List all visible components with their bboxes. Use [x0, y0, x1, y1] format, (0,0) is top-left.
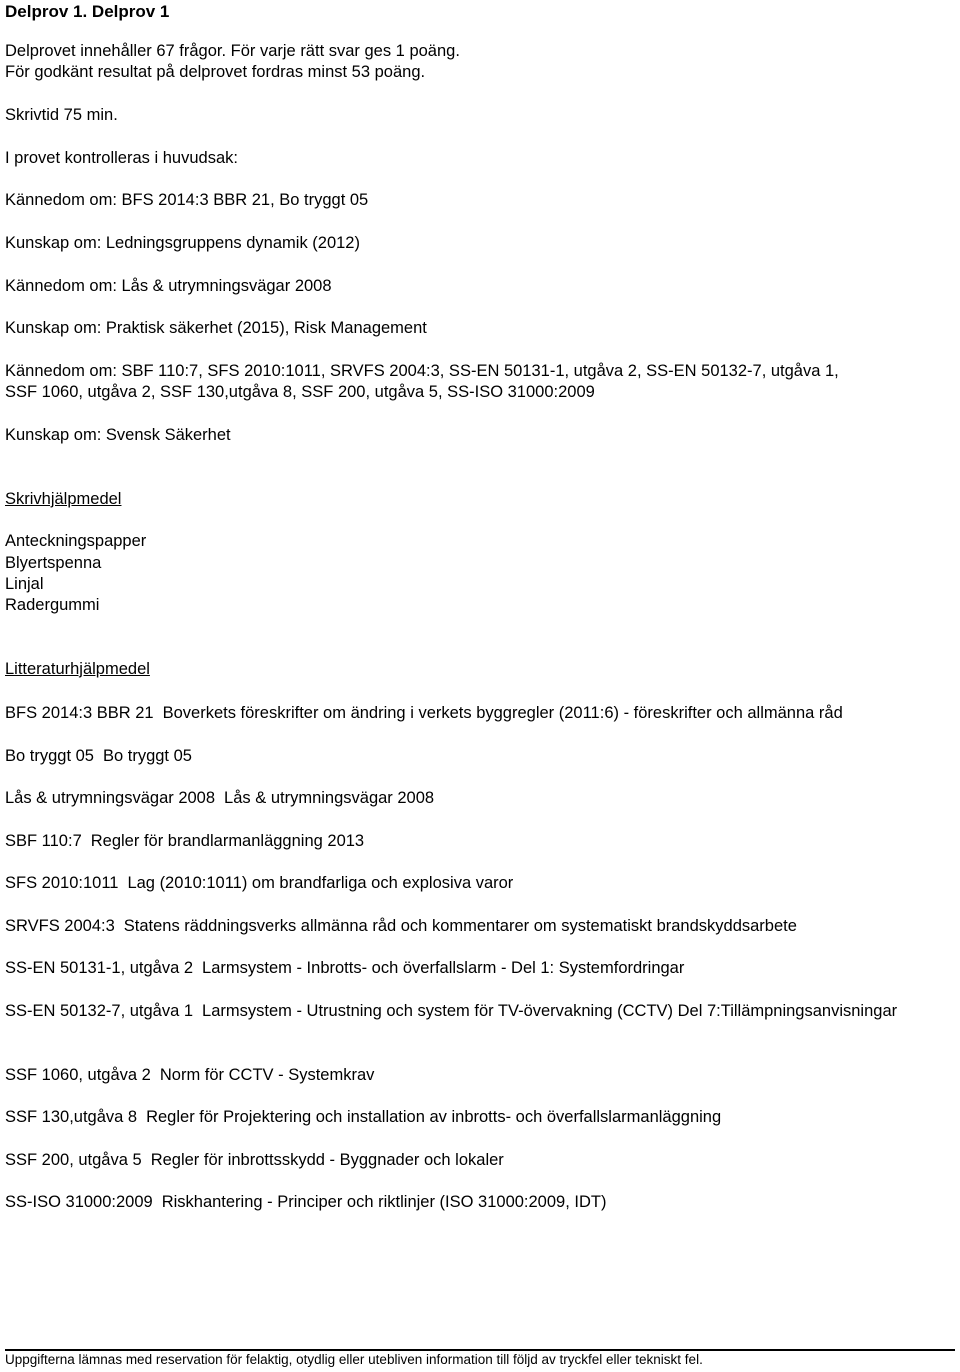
literature-code: Lås & utrymningsvägar 2008: [5, 789, 216, 807]
literature-title: Regler för brandlarmanläggning 2013: [90, 832, 365, 850]
footer-disclaimer: Uppgifterna lämnas med reservation för felaktig, otydlig eller utebliven information till följd av tryckfel eller tekniskt fel.: [5, 1352, 703, 1367]
literature-item: [5, 1065, 374, 1086]
literature-item: [5, 873, 513, 894]
literature-code: SS-EN 50132-7, utgåva 1: [5, 1002, 194, 1020]
literature-title: Norm för CCTV - Systemkrav: [159, 1066, 375, 1084]
literature-title: Regler för inbrottsskydd - Byggnader och lokaler: [150, 1151, 504, 1169]
literature-title: Larmsystem - Inbrotts- och överfallslarm - Del 1: Systemfordringar: [202, 959, 685, 977]
literature-title: Lag (2010:1011) om brandfarliga och explosiva varor: [127, 874, 514, 892]
literature-item: [5, 1150, 504, 1171]
topic-item: Kännedom om: SBF 110:7, SFS 2010:1011, SRVFS 2004:3, SS-EN 50131-1, utgåva 2, SS-EN 50132-7, utgåva 1,: [5, 362, 839, 380]
literature-item: [5, 703, 843, 724]
intro-pass-requirement: För godkänt resultat på delprovet fordras minst 53 poäng.: [5, 63, 426, 81]
topic-item: Kunskap om: Svensk Säkerhet: [5, 426, 231, 444]
literature-item: [5, 746, 192, 767]
writing-aid-item: Anteckningspapper: [5, 532, 147, 550]
literature-code: BFS 2014:3 BBR 21: [5, 704, 154, 722]
literature-code: SSF 130,utgåva 8: [5, 1108, 138, 1126]
literature-title: Statens räddningsverks allmänna råd och kommentarer om systematiskt brandskyddsarbete: [123, 917, 797, 935]
literature-code: SSF 200, utgåva 5: [5, 1151, 142, 1169]
literature-code: SBF 110:7: [5, 832, 82, 850]
literature-code: SFS 2010:1011: [5, 874, 119, 892]
literature-title: Riskhantering - Principer och riktlinjer (ISO 31000:2009, IDT): [161, 1193, 607, 1211]
page-title: Delprov 1. Delprov 1: [5, 2, 170, 21]
intro-time-limit: Skrivtid 75 min.: [5, 106, 118, 124]
writing-aid-item: Linjal: [5, 575, 44, 593]
literature-code: SRVFS 2004:3: [5, 917, 115, 935]
literature-code: SS-EN 50131-1, utgåva 2: [5, 959, 194, 977]
literature-title: Bo tryggt 05: [102, 747, 192, 765]
literature-code: SSF 1060, utgåva 2: [5, 1066, 151, 1084]
writing-aids-heading: Skrivhjälpmedel: [5, 490, 122, 508]
literature-title: Lås & utrymningsvägar 2008: [224, 789, 435, 807]
topic-item: Kännedom om: Lås & utrymningsvägar 2008: [5, 277, 332, 295]
literature-item: [5, 788, 434, 809]
intro-checked-heading: I provet kontrolleras i huvudsak:: [5, 149, 238, 167]
literature-title: Boverkets föreskrifter om ändring i verkets byggregler (2011:6) - föreskrifter och allmänna råd: [162, 704, 843, 722]
literature-code: Bo tryggt 05: [5, 747, 94, 765]
literature-item: [5, 916, 797, 937]
topic-item: Kunskap om: Praktisk säkerhet (2015), Risk Management: [5, 319, 427, 337]
writing-aid-item: Radergummi: [5, 596, 100, 614]
literature-aids-heading: Litteraturhjälpmedel: [5, 660, 150, 678]
topic-item: Kännedom om: BFS 2014:3 BBR 21, Bo tryggt 05: [5, 191, 369, 209]
literature-item: [5, 1107, 721, 1128]
literature-item: [5, 831, 364, 852]
literature-code: SS-ISO 31000:2009: [5, 1193, 153, 1211]
intro-question-count: Delprovet innehåller 67 frågor. För varje rätt svar ges 1 poäng.: [5, 42, 460, 60]
literature-item: [5, 1001, 945, 1022]
topic-item: Kunskap om: Ledningsgruppens dynamik (2012): [5, 234, 360, 252]
literature-item: [5, 1192, 606, 1213]
literature-title: Larmsystem - Utrustning och system för TV-övervakning (CCTV) Del 7:Tillämpningsanvisningar: [202, 1002, 898, 1020]
topic-item-continued: SSF 1060, utgåva 2, SSF 130,utgåva 8, SSF 200, utgåva 5, SS-ISO 31000:2009: [5, 383, 595, 401]
literature-title: Regler för Projektering och installation av inbrotts- och överfallslarmanläggning: [146, 1108, 722, 1126]
literature-item: [5, 958, 684, 979]
writing-aid-item: Blyertspenna: [5, 554, 102, 572]
